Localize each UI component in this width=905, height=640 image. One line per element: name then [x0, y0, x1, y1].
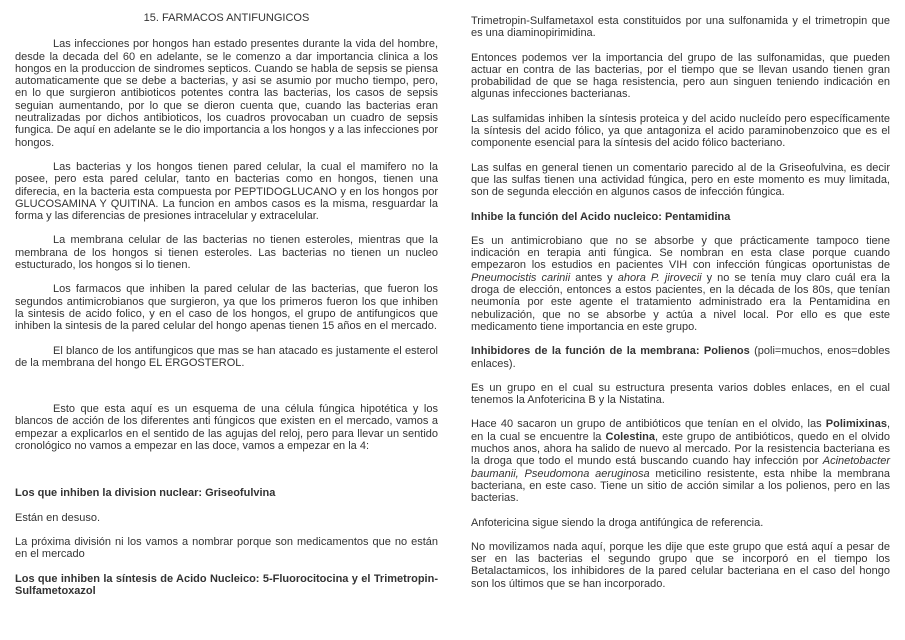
paragraph: Las sulfas en general tienen un comentario parecido al de la Griseofulvina, es decir que las sulfas tienen una actividad fúngica, pero en este momento es muy limitada, son de segunda elección en algunos casos de infección fúngica. [471, 161, 890, 199]
paragraph: No movilizamos nada aquí, porque les dije que este grupo que está aquí a pesar de ser en las bacterias el segundo grupo que se incorporó en el tiempo los Betalactamicos, los inhibidores de la pared celular bacteriana en el caso del hongo son los últimos que se han incorporado. [471, 540, 890, 590]
paragraph: Esto que esta aquí es un esquema de una célula fúngica hipotética y los blancos de acción de los diferentes anti fúngicos que existen en el mercado, vamos a empezar a explicarlos en el sentido de las agujas del reloj, pero para llevar un sentido cronológico no vamos a empezar en las doce, vamos a empezar en la 4: [15, 403, 438, 453]
paragraph: Anfotericina sigue siendo la droga antifúngica de referencia. [471, 516, 764, 529]
paragraph: Están en desuso. [15, 511, 101, 524]
species-name: Acinetobacter baumanii, Pseudomona aeruginosa [471, 455, 890, 480]
heading-note-text: (poli=muchos, enos=dobles enlaces). [471, 345, 890, 370]
paragraph-text: , este grupo de antibióticos, quedo en el olvido muchos anos, ahora ha salido de nuevo al mercado. Por la resistencia bacteriana es la droga que todo el mundo está buscando cuando hay infección por [471, 430, 890, 468]
left-column [15, 0, 438, 609]
paragraph: La membrana celular de las bacterias no tienen esteroles, mientras que la membrana de los hongos si tienen esteroles. Las bacterias no tienen un nucleo estucturado, los hongos si lo tienen. [15, 234, 438, 272]
paragraph: Trimetropin-Sulfametaxol esta constituidos por una sulfonamida y el trimetropin que es una diaminopirimidina. [471, 15, 890, 40]
species-name: ahora P. jirovecii [617, 271, 702, 284]
paragraph: Las infecciones por hongos han estado presentes durante la vida del hombre, desde la decada del 60 en adelante, se le comenzo a dar importancia clinica a los hongos en la produccion de sindromes septicos. Cuando se habla de sepsis se piensa automaticamente que se debe a bacterias, y asi se asumio por mucho tiempo, pero, en lo que surgieron antibioticos potentes contra las bacterias, los casos de sepsis seguian aumentando, por lo que se dieron cuenta que, cuando las bacterias eran neutralizadas por dichos antibioticos, los cuadros provocaban un cuadro de sepsis fungica. De aquí en adelante se le dio importancia a los hongos y a las infecciones por hongos. [15, 38, 438, 149]
section-heading-griseofulvina: Los que inhiben la division nuclear: Griseofulvina [15, 487, 276, 500]
paragraph: Entonces podemos ver la importancia del grupo de las sulfonamidas, que pueden actuar en contra de las bacterias, por el tiempo que se llevan usando tienen gran probabilidad de que se haga resistencia, pero aun singuen teniendo indicación en algunas infecciones bacterianas. [471, 51, 890, 101]
paragraph-text: , en la cual se encuentre la [471, 418, 890, 443]
section-heading-pentamidina: Inhibe la función del Acido nucleico: Pentamidina [471, 210, 731, 223]
right-column [471, 0, 890, 602]
paragraph-text: y no se tenía muy claro cuál era la droga de elección, entonces a estos pacientes, en la década de los 80s, que tenían neumonía por este agente el tratamiento administrado era la Pentamidina en nebulización, que no se absorbe y actúa a nivel local. Por ello es que este medicamento tiene importancia en este grupo. [471, 271, 890, 333]
paragraph: Las sulfamidas inhiben la síntesis proteica y del acido nucleído pero específicamente la síntesis del acido fólico, ya que antagoniza el acido paraminobenzoico que es el componente esencial para la síntesis del acido fólico bacteriano. [471, 112, 890, 150]
section-heading-acido-nucleico: Los que inhiben la síntesis de Acido Nucleico: 5-Fluorocitocina y el Trimetropin-Sulfametoxazol [15, 572, 438, 597]
species-name: Pneumocistis carinii [471, 271, 571, 284]
paragraph-text: meticilino resistente, esta nhibe la membrana bacteriana, en este caso. Tiene un sitio de acción similar a los polienos, pero en las bacterias. [471, 467, 891, 505]
paragraph: La próxima división ni los vamos a nombrar porque son medicamentos que no están en el mercado [15, 535, 438, 561]
heading-bold-text: Inhibidores de la función de la membrana: Polienos [471, 345, 750, 358]
paragraph-text: Es un antimicrobiano que no se absorbe y que prácticamente tampoco tiene indicación en terapia anti fúngica. Se nombran en esta clase porque cuando empezaron los estudios en pacientes VIH con infección fúngicas oportunistas de [471, 234, 890, 272]
document-title: 15. FARMACOS ANTIFUNGICOS [143, 12, 310, 24]
paragraph: Es un grupo en el cual su estructura presenta varios dobles enlaces, en el cual tenemos la Anfotericina B y la Nistatina. [471, 381, 890, 407]
paragraph [471, 235, 890, 333]
paragraph: Las bacterias y los hongos tienen pared celular, la cual el mamifero no la posee, pero esta pared celular, tanto en bacterias como en hongos, tienen una diferecia, en la bacteria esta compuesta por PEPTIDOGLUCANO y en los hongos por GLUCOSAMINA Y QUITINA. La funcion en ambos casos es la misma, resguardar la forma y las diferencias de presiones intracelular y extracelular. [15, 160, 438, 223]
paragraph-text: antes y [570, 271, 618, 284]
drug-name-bold: Polimixinas [825, 418, 887, 431]
paragraph: El blanco de los antifungicos que mas se han atacado es justamente el esterol de la membrana del hongo EL ERGOSTEROL. [15, 344, 438, 369]
paragraph-text: Hace 40 sacaron un grupo de antibióticos que tenían en el olvido, las [471, 418, 826, 431]
paragraph: Los farmacos que inhiben la pared celular de las bacterias, que fueron los segundos antimicrobianos que surgieron, ya que los primeros fueron los que inhiben la sintesis de acido folico, y en el caso de los hongos, el grupo de antifungicos que inhiben la sintesis de la pared celular del hongo apenas tienen 15 años en el mercado. [15, 283, 438, 333]
section-heading-polienos [471, 345, 890, 370]
drug-name-bold: Colestina [605, 430, 656, 443]
paragraph [471, 418, 890, 504]
